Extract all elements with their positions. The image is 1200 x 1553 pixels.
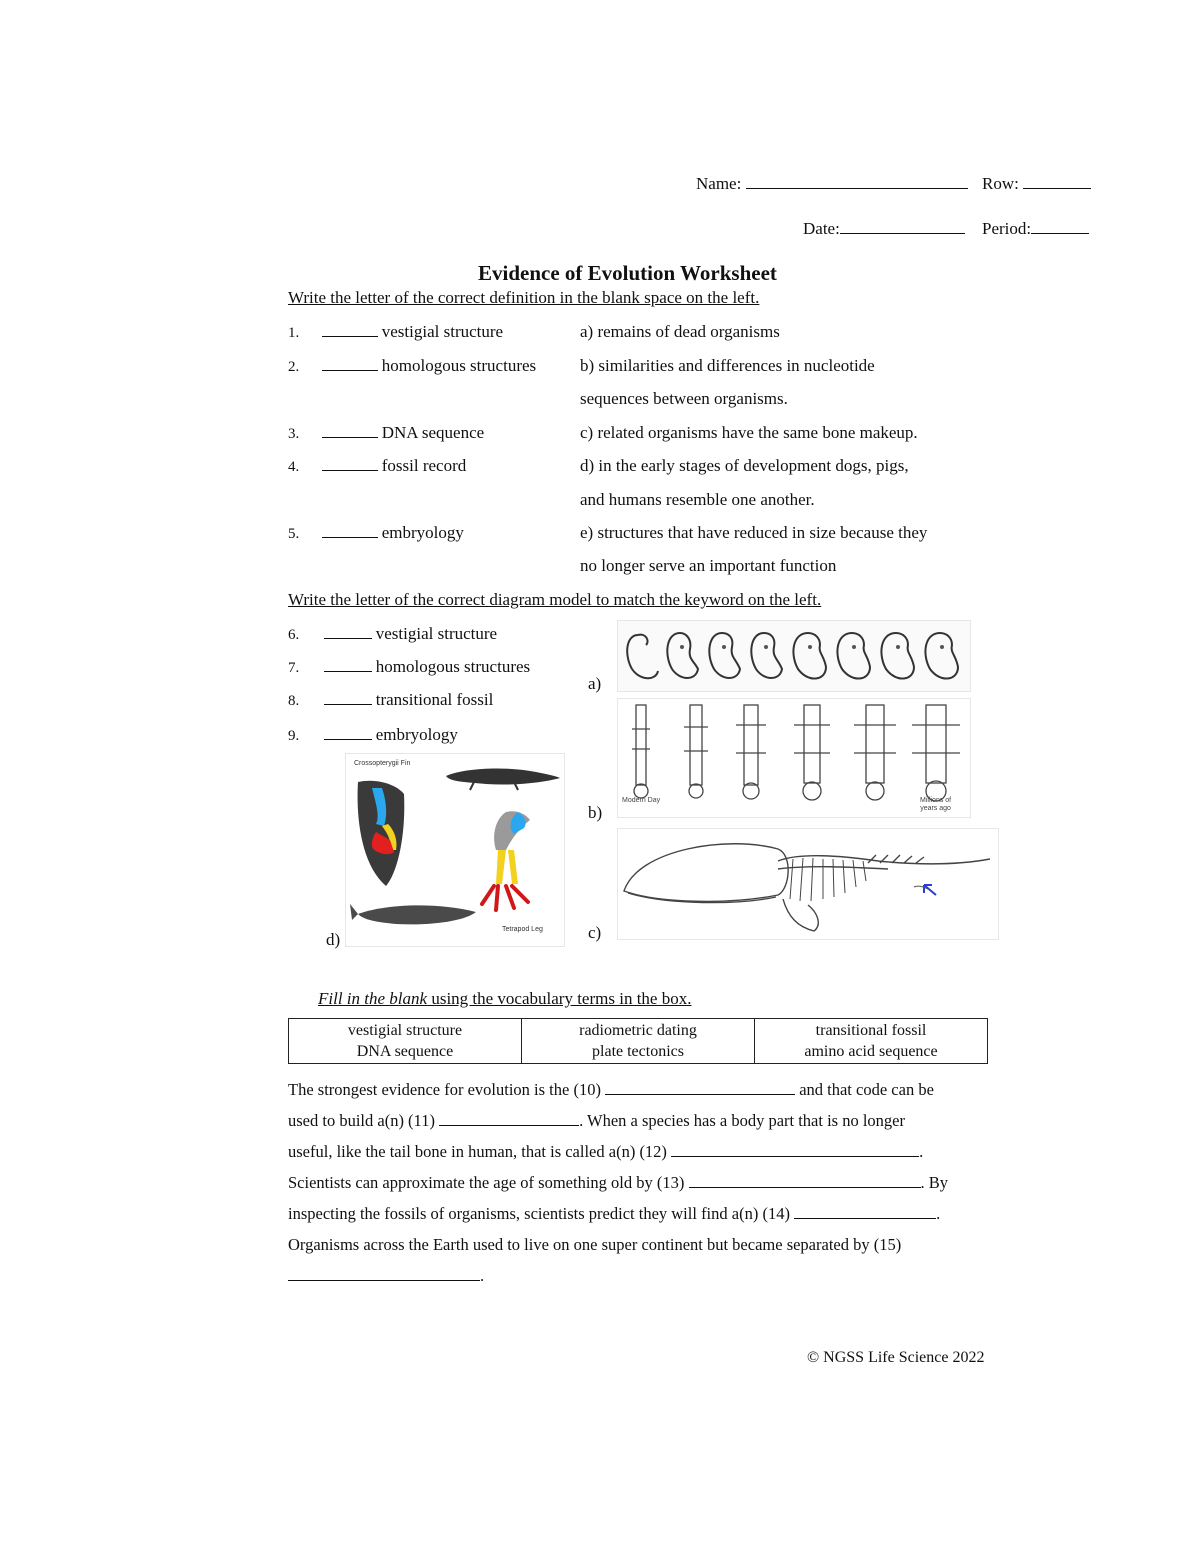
date-blank[interactable] (840, 232, 965, 234)
vocab-cell (522, 1019, 755, 1064)
paragraph-text: . (480, 1266, 485, 1285)
item-number: 9. (288, 728, 300, 744)
name-blank[interactable] (746, 187, 968, 189)
answer-blank[interactable] (322, 469, 378, 471)
item-number: 4. (288, 459, 300, 475)
item-number: 3. (288, 426, 300, 442)
paragraph-text: . When a species has a body part that is no longer (579, 1111, 906, 1130)
item-term: transitional fossil (375, 690, 494, 709)
row-label: Row: (982, 174, 1019, 193)
fin-to-leg-diagram (345, 753, 565, 947)
list-item (288, 423, 484, 443)
section3-instruction-italic: Fill in the blank (318, 989, 428, 1008)
answer-blank-14[interactable] (794, 1217, 936, 1219)
paragraph-text: The strongest evidence for evolution is the (10) (288, 1080, 606, 1099)
diagram-label-a: a) (588, 674, 602, 693)
answer-blank[interactable] (322, 335, 378, 337)
section3-instruction (318, 989, 691, 1009)
item-term: DNA sequence (381, 423, 485, 442)
answer-blank[interactable] (322, 369, 378, 371)
diagram-label-d: d) (326, 930, 341, 949)
paragraph-line (288, 1080, 934, 1100)
vertebrae-label-right (920, 797, 951, 813)
item-term: embryology (375, 725, 458, 744)
date-label: Date: (803, 219, 840, 238)
item-number: 7. (288, 660, 300, 676)
item-number: 2. (288, 359, 300, 375)
answer-blank[interactable] (324, 670, 372, 672)
copyright-footer: © NGSS Life Science 2022 (807, 1349, 985, 1366)
embryo-diagram (617, 620, 971, 692)
vocab-term: DNA sequence (356, 1043, 454, 1060)
paragraph-text: useful, like the tail bone in human, that is called a(n) (12) (288, 1142, 672, 1161)
answer-blank[interactable] (322, 436, 378, 438)
item-number: 8. (288, 693, 300, 709)
paragraph-text: . By (920, 1173, 949, 1192)
paragraph-line (288, 1204, 940, 1224)
list-item (288, 657, 530, 677)
period-blank[interactable] (1031, 232, 1089, 234)
vocab-term: transitional fossil (815, 1022, 927, 1039)
answer-blank-10[interactable] (605, 1093, 795, 1095)
paragraph-text: Organisms across the Earth used to live on one super continent but became separated by (15) (288, 1235, 902, 1254)
paragraph-line (288, 1142, 923, 1162)
answer-blank[interactable] (322, 536, 378, 538)
paragraph-text: Scientists can approximate the age of something old by (13) (288, 1173, 689, 1192)
item-term: homologous structures (375, 657, 531, 676)
item-number: 5. (288, 526, 300, 542)
paragraph-text: used to build a(n) (11) (288, 1111, 440, 1130)
list-item (288, 725, 458, 745)
vertebrae-label-right-line1: Millions of (920, 797, 952, 804)
list-item (288, 456, 466, 476)
answer-blank-12[interactable] (671, 1155, 919, 1157)
definition-line: e) structures that have reduced in size because they (580, 523, 928, 542)
item-term: embryology (381, 523, 464, 542)
answer-blank[interactable] (324, 703, 372, 705)
list-item (288, 356, 536, 376)
vocab-term: amino acid sequence (804, 1043, 938, 1060)
paragraph-text: and that code can be (795, 1080, 934, 1099)
row-blank[interactable] (1023, 187, 1091, 189)
vocab-cell (755, 1019, 988, 1064)
list-item (288, 523, 464, 543)
paragraph-line (288, 1111, 905, 1131)
answer-blank[interactable] (324, 738, 372, 740)
date-field[interactable] (803, 219, 965, 239)
period-label: Period: (982, 219, 1032, 238)
item-number: 6. (288, 627, 300, 643)
vertebrae-label-left: Modern Day (622, 797, 661, 804)
vocab-term: vestigial structure (347, 1022, 463, 1039)
vertebrae-label-right-line2: years ago (920, 805, 951, 812)
period-field[interactable] (982, 219, 1089, 239)
vertebrae-diagram (617, 698, 971, 818)
paragraph-text: . (936, 1204, 941, 1223)
vocab-term: plate tectonics (592, 1043, 684, 1060)
leg-caption: Tetrapod Leg (502, 926, 543, 933)
item-term: homologous structures (381, 356, 537, 375)
paragraph-text: inspecting the fossils of organisms, scientists predict they will find a(n) (14) (288, 1204, 795, 1223)
page-title: Evidence of Evolution Worksheet (478, 261, 777, 285)
whale-skeleton-diagram (617, 828, 999, 940)
name-label: Name: (696, 174, 742, 193)
definition-line: b) similarities and differences in nucleotide (580, 356, 875, 375)
list-item (288, 690, 493, 710)
definition-line: d) in the early stages of development dogs, pigs, (580, 456, 909, 475)
vocab-row (289, 1019, 988, 1064)
list-item (288, 624, 497, 644)
paragraph-text: . (919, 1142, 924, 1161)
item-term: vestigial structure (381, 322, 504, 341)
definition-line: a) remains of dead organisms (580, 322, 780, 341)
section2-instruction: Write the letter of the correct diagram model to match the keyword on the left. (288, 590, 822, 609)
answer-blank[interactable] (324, 637, 372, 639)
section3-instruction-rest: using the vocabulary terms in the box. (427, 989, 692, 1008)
definition-line: no longer serve an important function (580, 556, 837, 575)
definition-line: sequences between organisms. (580, 389, 788, 408)
answer-blank-13[interactable] (689, 1186, 921, 1188)
definition-line: and humans resemble one another. (580, 490, 815, 509)
diagram-label-b: b) (588, 803, 603, 822)
answer-blank-11[interactable] (439, 1124, 579, 1126)
answer-blank-15[interactable] (288, 1279, 480, 1281)
diagram-label-c: c) (588, 923, 602, 942)
definition-line: c) related organisms have the same bone makeup. (580, 423, 918, 442)
row-field[interactable] (982, 174, 1091, 194)
paragraph-line (288, 1266, 484, 1286)
list-item (288, 322, 503, 342)
vocab-box (288, 1018, 988, 1064)
vocab-term: radiometric dating (579, 1022, 697, 1039)
paragraph-line (288, 1235, 901, 1255)
paragraph-line (288, 1173, 948, 1193)
item-term: vestigial structure (375, 624, 498, 643)
item-term: fossil record (381, 456, 467, 475)
section1-instruction: Write the letter of the correct definition in the blank space on the left. (288, 288, 760, 307)
fin-caption: Crossopterygii Fin (354, 760, 411, 767)
vocab-cell (289, 1019, 522, 1064)
name-field[interactable] (696, 174, 968, 194)
item-number: 1. (288, 325, 300, 341)
